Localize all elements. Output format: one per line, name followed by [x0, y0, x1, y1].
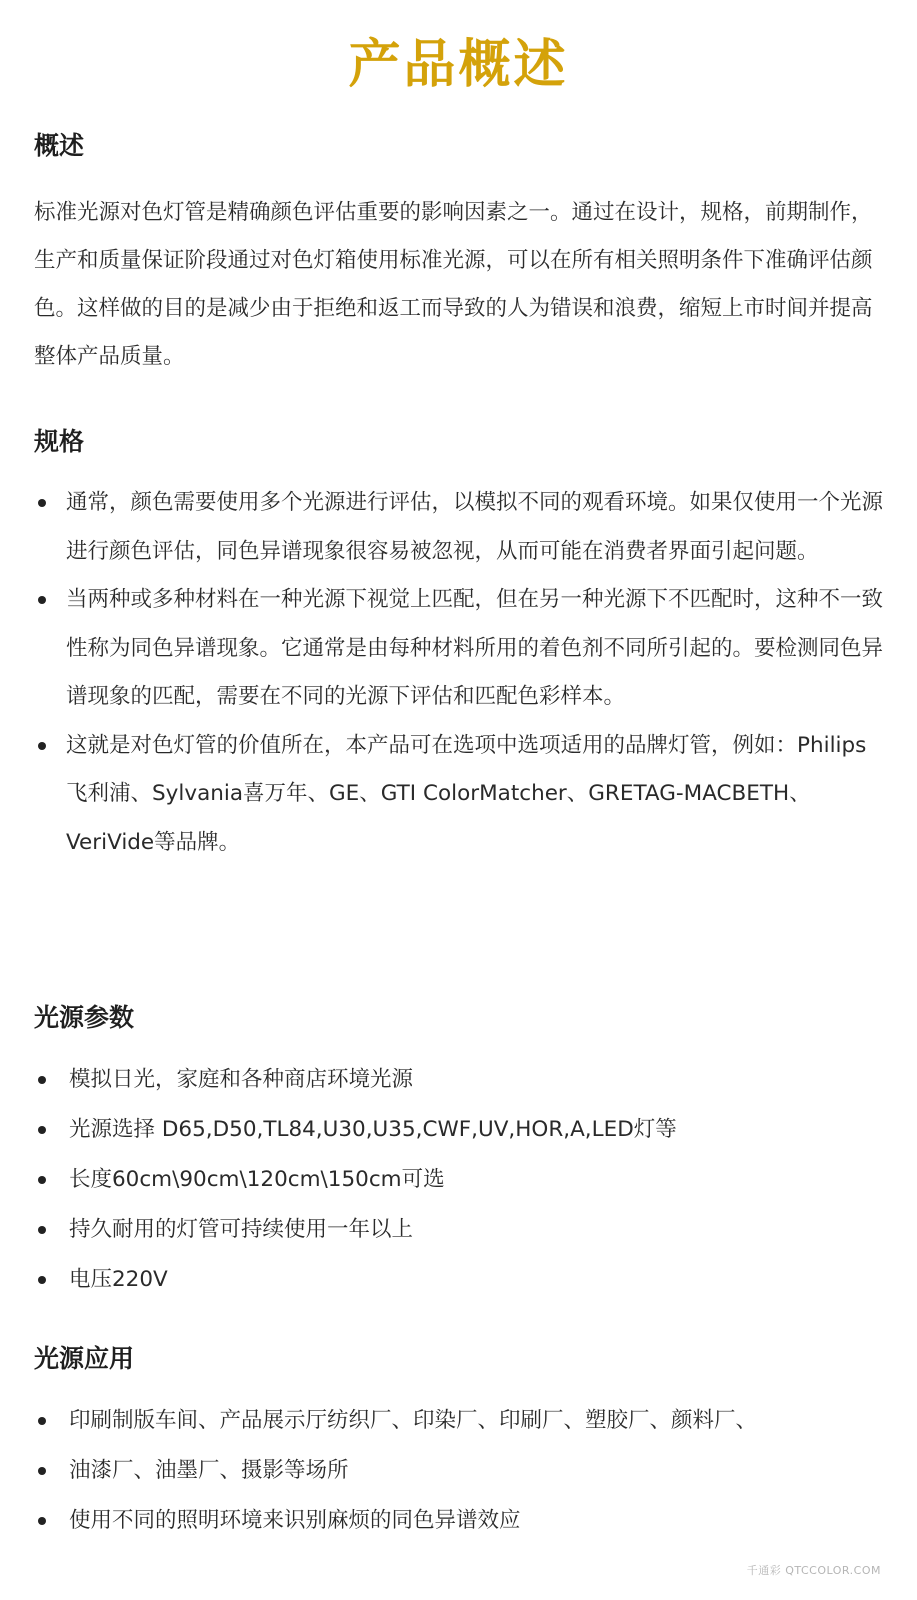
overview-paragraph: 标准光源对色灯管是精确颜色评估重要的影响因素之一。通过在设计，规格，前期制作，生产和质量保证阶段通过对色灯箱使用标准光源，可以在所有相关照明条件下准确评估颜色。这样做的目的是减少由于拒绝和返工而导致的人为错误和浪费，缩短上市时间并提高整体产品质量。 [34, 200, 873, 369]
specs-list [34, 479, 884, 867]
params-list-item [34, 1055, 884, 1105]
applications-list-item [34, 1396, 884, 1446]
params-item-text: 模拟日光，家庭和各种商店环境光源 [69, 1067, 414, 1092]
params-item-text: 光源选择 D65,D50,TL84,U30,U35,CWF,UV,HOR,A,LED灯等 [69, 1117, 677, 1142]
bullet-icon [38, 596, 46, 604]
bullet-icon [38, 742, 46, 750]
page-title: 产品概述 [348, 35, 569, 95]
params-item-text: 长度60cm\90cm\120cm\150cm可选 [69, 1167, 445, 1192]
bullet-icon [38, 1126, 46, 1134]
bullet-icon [38, 1276, 46, 1284]
params-item-text: 电压220V [69, 1267, 168, 1292]
applications-item-text: 印刷制版车间、产品展示厅纺织厂、印染厂、印刷厂、塑胶厂、颜料厂、 [69, 1408, 758, 1433]
specs-list-item [34, 576, 884, 722]
applications-list-item [34, 1446, 884, 1496]
overview-heading: 概述 [34, 131, 85, 160]
params-item-text: 持久耐用的灯管可持续使用一年以上 [69, 1217, 414, 1242]
watermark: 千通彩 QTCCOLOR.COM [746, 1564, 881, 1577]
applications-item-text: 油漆厂、油墨厂、摄影等场所 [69, 1458, 349, 1483]
bullet-icon [38, 499, 46, 507]
bullet-icon [38, 1226, 46, 1234]
applications-list [34, 1396, 884, 1546]
bullet-icon [38, 1417, 46, 1425]
params-list-item [34, 1155, 884, 1205]
bullet-icon [38, 1517, 46, 1525]
params-list-item [34, 1105, 884, 1155]
specs-heading: 规格 [34, 427, 85, 456]
applications-item-text: 使用不同的照明环境来识别麻烦的同色异谱效应 [69, 1508, 521, 1533]
specs-list-item [34, 722, 884, 868]
bullet-icon [38, 1176, 46, 1184]
specs-item-text: 通常，颜色需要使用多个光源进行评估，以模拟不同的观看环境。如果仅使用一个光源进行颜色评估，同色异谱现象很容易被忽视，从而可能在消费者界面引起问题。 [66, 490, 884, 564]
params-list [34, 1055, 884, 1305]
bullet-icon [38, 1076, 46, 1084]
applications-list-item [34, 1496, 884, 1546]
params-list-item [34, 1205, 884, 1255]
params-list-item [34, 1255, 884, 1305]
bullet-icon [38, 1467, 46, 1475]
params-heading: 光源参数 [34, 1003, 135, 1032]
specs-item-text: 当两种或多种材料在一种光源下视觉上匹配，但在另一种光源下不匹配时，这种不一致性称为同色异谱现象。它通常是由每种材料所用的着色剂不同所引起的。要检测同色异谱现象的匹配，需要在不同的光源下评估和匹配色彩样本。 [66, 587, 884, 709]
applications-heading: 光源应用 [34, 1344, 135, 1373]
specs-item-text: 这就是对色灯管的价值所在，本产品可在选项中选项适用的品牌灯管，例如：Philips飞利浦、Sylvania喜万年、GE、GTI ColorMatcher、GRETAG-MACBETH、VeriVide等品牌。 [66, 732, 867, 855]
specs-list-item [34, 479, 884, 576]
